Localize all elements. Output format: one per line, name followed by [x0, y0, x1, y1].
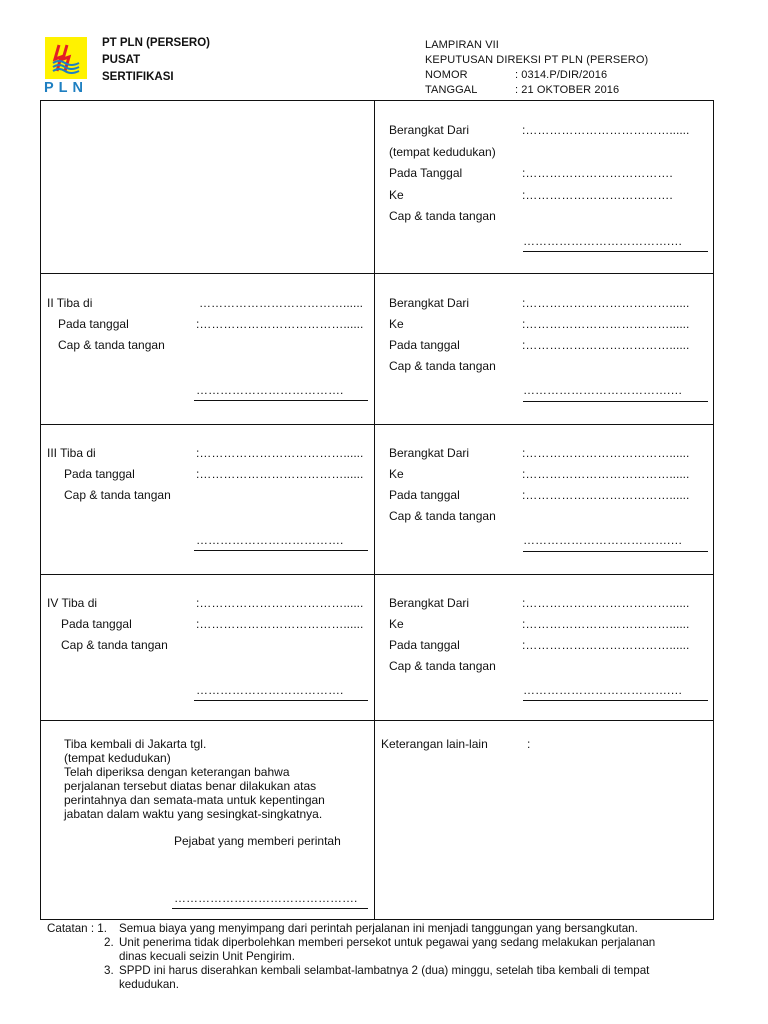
row-divider — [40, 574, 714, 575]
company-name: PT PLN (PERSERO) — [102, 37, 210, 49]
s3-pada-tanggal-label: Pada tanggal — [64, 467, 135, 481]
s2-pada-tanggal-label: Pada tanggal — [58, 317, 129, 331]
note-3-line-2: kedudukan. — [119, 978, 179, 991]
s5-line-1: Tiba kembali di Jakarta tgl. — [64, 737, 207, 751]
s5-line-6: jabatan dalam waktu yang sesingkat-singkatnya. — [64, 807, 323, 821]
nomor-value: : 0314.P/DIR/2016 — [515, 69, 608, 81]
unit-pusat: PUSAT — [102, 54, 141, 66]
note-2-line-2: dinas kecuali seizin Unit Pengirim. — [119, 950, 295, 963]
s3-pada-tanggal-right-label: Pada tanggal — [389, 488, 460, 502]
row-divider — [40, 273, 714, 274]
note-3-line-1: SPPD ini harus diserahkan kembali selambat-lambatnya 2 (dua) minggu, setelah tiba kembali di tempat — [119, 964, 650, 977]
pln-logo — [45, 37, 87, 79]
s3-signature-left-line — [194, 550, 368, 551]
s4-pada-tanggal-field[interactable]: :………………………………...... — [196, 617, 364, 631]
s5-pejabat-label: Pejabat yang memberi perintah — [174, 834, 341, 848]
nomor-label: NOMOR — [425, 69, 468, 81]
s4-ke-field[interactable]: :………………………………...... — [522, 617, 690, 631]
s4-signature-right-field[interactable]: ……………………………….… — [523, 683, 683, 697]
s5-line-2: (tempat kedudukan) — [64, 751, 171, 765]
s2-signature-left-line — [194, 400, 368, 401]
s2-cap-right-label: Cap & tanda tangan — [389, 359, 496, 373]
s3-tiba-di-label: III Tiba di — [47, 446, 96, 460]
s4-signature-right-line — [523, 700, 708, 701]
s3-signature-left-field[interactable]: ………………………………. — [196, 533, 344, 547]
s4-pada-tanggal-right-label: Pada tanggal — [389, 638, 460, 652]
s5-signature-field[interactable]: ………………………………………. — [174, 891, 358, 905]
s2-cap-label: Cap & tanda tangan — [58, 338, 165, 352]
tanggal-value: : 21 OKTOBER 2016 — [515, 84, 620, 96]
s2-signature-right-line — [523, 401, 708, 402]
s2-berangkat-dari-label: Berangkat Dari — [389, 296, 470, 310]
s1-signature-line — [523, 251, 708, 252]
s4-berangkat-dari-label: Berangkat Dari — [389, 596, 470, 610]
s3-cap-right-label: Cap & tanda tangan — [389, 509, 496, 523]
s1-tempat-label: (tempat kedudukan) — [389, 145, 496, 159]
row-divider — [40, 424, 714, 425]
s2-ke-label: Ke — [389, 317, 404, 331]
s3-signature-right-field[interactable]: ……………………………….… — [523, 533, 683, 547]
note-prefix: Catatan : 1. — [47, 922, 107, 935]
s1-pada-tanggal-label: Pada Tanggal — [389, 166, 463, 180]
s5-signature-line — [172, 908, 368, 909]
unit-sertifikasi: SERTIFIKASI — [102, 71, 174, 83]
logo-text: PLN — [44, 80, 88, 96]
keterangan-colon: : — [527, 737, 531, 751]
s4-pada-tanggal-label: Pada tanggal — [61, 617, 132, 631]
row-divider — [40, 720, 714, 721]
s3-signature-right-line — [523, 551, 708, 552]
s3-berangkat-dari-label: Berangkat Dari — [389, 446, 470, 460]
tanggal-label: TANGGAL — [425, 84, 478, 96]
s4-signature-left-line — [194, 700, 368, 701]
s5-line-4: perjalanan tersebut diatas benar dilakukan atas — [64, 779, 317, 793]
s4-tiba-di-label: IV Tiba di — [47, 596, 98, 610]
note-3-number: 3. — [104, 964, 114, 977]
s4-berangkat-dari-field[interactable]: :………………………………...... — [522, 596, 690, 610]
s4-signature-left-field[interactable]: ………………………………. — [196, 683, 344, 697]
s1-pada-tanggal-field[interactable]: :………………………………. — [522, 166, 673, 180]
s3-ke-field[interactable]: :………………………………...... — [522, 467, 690, 481]
s5-line-5: perintahnya dan semata-mata untuk kepentingan — [64, 793, 325, 807]
s2-pada-tanggal-field[interactable]: :………………………………...... — [196, 317, 364, 331]
s4-cap-label: Cap & tanda tangan — [61, 638, 168, 652]
s2-ke-field[interactable]: :………………………………...... — [522, 317, 690, 331]
s4-pada-tanggal-right-field[interactable]: :………………………………...... — [522, 638, 690, 652]
s2-tiba-di-field[interactable]: ………………………………...... — [199, 296, 364, 310]
note-2-number: 2. — [104, 936, 114, 949]
s2-berangkat-dari-field[interactable]: :………………………………...... — [522, 296, 690, 310]
s1-berangkat-dari-field[interactable]: :………………………………...... — [522, 123, 690, 137]
s2-pada-tanggal-right-label: Pada tanggal — [389, 338, 460, 352]
s4-ke-label: Ke — [389, 617, 404, 631]
s3-tiba-di-field[interactable]: :………………………………...... — [196, 446, 364, 460]
s4-cap-right-label: Cap & tanda tangan — [389, 659, 496, 673]
s1-ke-field[interactable]: :………………………………. — [522, 188, 673, 202]
s5-line-3: Telah diperiksa dengan keterangan bahwa — [64, 765, 290, 779]
lampiran-label: LAMPIRAN VII — [425, 39, 499, 51]
s1-berangkat-dari-label: Berangkat Dari — [389, 123, 470, 137]
s3-berangkat-dari-field[interactable]: :………………………………...... — [522, 446, 690, 460]
keterangan-label: Keterangan lain-lain — [381, 737, 488, 751]
keputusan-label: KEPUTUSAN DIREKSI PT PLN (PERSERO) — [425, 54, 649, 66]
note-1: Semua biaya yang menyimpang dari perintah perjalanan ini menjadi tanggungan yang bersangkutan. — [119, 922, 638, 935]
s2-signature-right-field[interactable]: ……………………………….… — [523, 383, 683, 397]
s2-tiba-di-label: II Tiba di — [47, 296, 93, 310]
s1-ke-label: Ke — [389, 188, 404, 202]
s2-pada-tanggal-right-field[interactable]: :………………………………...... — [522, 338, 690, 352]
s2-signature-left-field[interactable]: ………………………………. — [196, 383, 344, 397]
s1-signature-field[interactable]: ……………………………….… — [523, 234, 683, 248]
s3-pada-tanggal-right-field[interactable]: :………………………………...... — [522, 488, 690, 502]
column-divider — [374, 100, 375, 920]
s3-cap-label: Cap & tanda tangan — [64, 488, 171, 502]
note-2-line-1: Unit penerima tidak diperbolehkan memberi persekot untuk pegawai yang sedang melakukan perjalanan — [119, 936, 656, 949]
s3-ke-label: Ke — [389, 467, 404, 481]
s4-tiba-di-field[interactable]: :………………………………...... — [196, 596, 364, 610]
s1-cap-label: Cap & tanda tangan — [389, 209, 496, 223]
s3-pada-tanggal-field[interactable]: :………………………………...... — [196, 467, 364, 481]
